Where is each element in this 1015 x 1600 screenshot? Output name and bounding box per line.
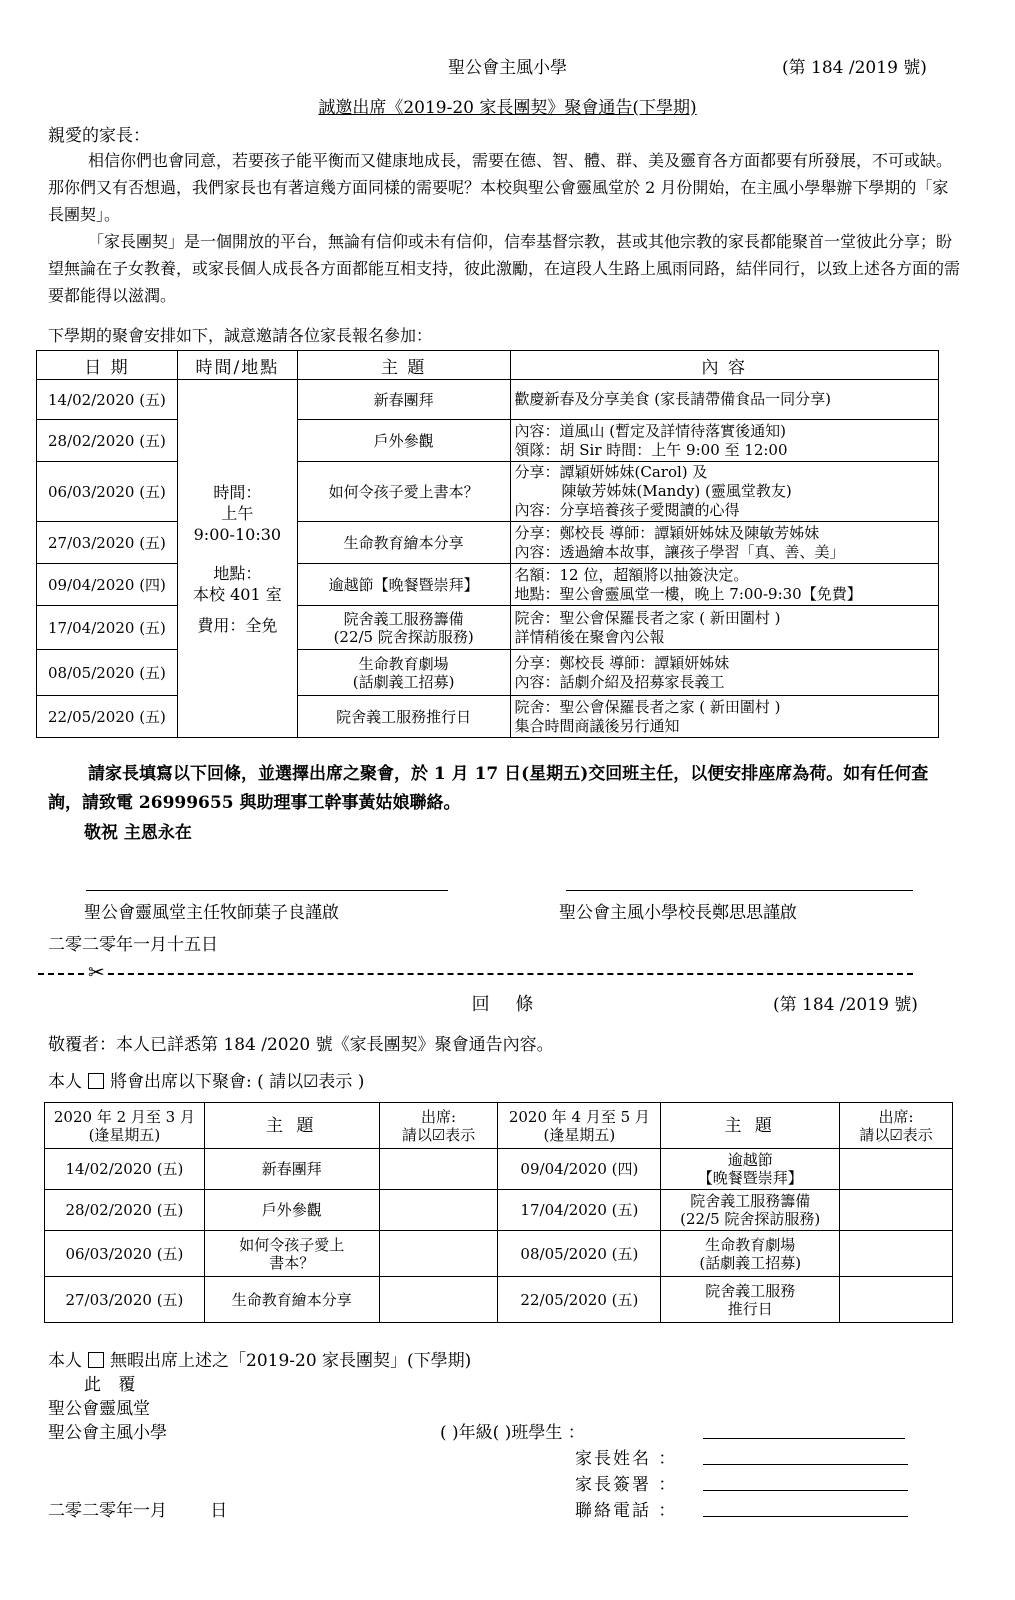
content-line: 內容：分享培養孩子愛閱讀的心得 bbox=[514, 501, 740, 519]
content-line: 名額：12 位，超額將以抽簽決定。 bbox=[514, 565, 749, 584]
reply-row bbox=[45, 1277, 953, 1323]
row-content bbox=[510, 606, 939, 650]
reply-row bbox=[45, 1190, 953, 1231]
class-label: ( )年級( )班學生 ： bbox=[440, 1423, 585, 1443]
row-date: 28/02/2020 (五) bbox=[37, 420, 178, 462]
time-label: 時間： bbox=[213, 482, 262, 502]
right-attend-checkbox[interactable] bbox=[840, 1149, 953, 1190]
row-content bbox=[510, 522, 939, 564]
right-date: 22/05/2020 (五) bbox=[498, 1277, 661, 1323]
row-content bbox=[510, 564, 939, 606]
time-place-cell bbox=[177, 380, 297, 738]
absent-text: 無暇出席上述之「2019-20 家長團契」(下學期) bbox=[110, 1351, 472, 1371]
content-line: 內容：道風山 (暫定及詳情待落實後通知) bbox=[514, 421, 786, 440]
right-topic: 逾越節 【晚餐暨崇拜】 bbox=[661, 1149, 840, 1190]
row-topic: 逾越節【晚餐暨崇拜】 bbox=[297, 564, 510, 606]
left-date: 06/03/2020 (五) bbox=[45, 1231, 205, 1277]
reply-header-row bbox=[45, 1103, 953, 1149]
right-attend-checkbox[interactable] bbox=[840, 1277, 953, 1323]
row-topic: 如何令孩子愛上書本？ bbox=[297, 462, 510, 522]
parent-name-input-line[interactable] bbox=[703, 1464, 908, 1465]
parent-sign-label: 家長簽署 ： bbox=[575, 1475, 678, 1495]
left-topic: 如何令孩子愛上 書本？ bbox=[204, 1231, 379, 1277]
left-attend-checkbox[interactable] bbox=[379, 1231, 498, 1277]
row-date: 14/02/2020 (五) bbox=[37, 380, 178, 420]
row-date: 27/03/2020 (五) bbox=[37, 522, 178, 564]
paragraph-2: 「家長團契」是一個開放的平台，無論有信仰或未有信仰，信奉基督宗教，甚或其他宗教的家長都能聚首一堂彼此分享；盼望無論在子女教養，或家長個人成長各方面都能互相支持，彼此激勵，在這段人生路上風雨同路，結伴同行，以致上述各方面的需要都能得以滋潤。 bbox=[48, 232, 961, 305]
row-date: 08/05/2020 (五) bbox=[37, 650, 178, 696]
row-date: 17/04/2020 (五) bbox=[37, 606, 178, 650]
parent-name-label: 家長姓名 ： bbox=[575, 1449, 678, 1469]
right-attend-header bbox=[840, 1103, 953, 1149]
right-date: 17/04/2020 (五) bbox=[498, 1190, 661, 1231]
table-row bbox=[37, 522, 939, 564]
content-line: 內容：話劇介紹及招募家長義工 bbox=[514, 672, 725, 691]
reply-date: 二零二零年一月 日 bbox=[48, 1501, 228, 1521]
left-attend-header bbox=[379, 1103, 498, 1149]
left-topic: 新春團拜 bbox=[204, 1149, 379, 1190]
col-time-place: 時間/地點 bbox=[177, 351, 297, 380]
place-value: 本校 401 室 bbox=[193, 584, 282, 604]
attend-label: 出席: bbox=[878, 1107, 914, 1126]
attend-label: 出席: bbox=[421, 1107, 457, 1126]
reply-title: 回 條 bbox=[471, 994, 544, 1015]
left-date: 14/02/2020 (五) bbox=[45, 1149, 205, 1190]
table-row bbox=[37, 606, 939, 650]
schedule-header-row bbox=[37, 351, 939, 380]
row-content bbox=[510, 696, 939, 738]
right-period-header bbox=[498, 1103, 661, 1149]
place-label: 地點： bbox=[213, 563, 262, 583]
attend-text: 將會出席以下聚會: ( 請以☑表示 ) bbox=[110, 1072, 365, 1092]
reply-to-church: 聖公會靈風堂 bbox=[48, 1399, 150, 1419]
left-topic: 戶外參觀 bbox=[204, 1190, 379, 1231]
row-topic: 院舍義工服務推行日 bbox=[297, 696, 510, 738]
reply-row bbox=[45, 1231, 953, 1277]
left-topic-header: 主 題 bbox=[204, 1103, 379, 1149]
content-line: 詳情稍後在聚會內公報 bbox=[514, 627, 665, 646]
attend-prefix: 本人 bbox=[48, 1072, 82, 1092]
notice-number: (第 184 /2019 號) bbox=[782, 58, 927, 78]
left-period-sub: (逢星期五) bbox=[88, 1125, 161, 1144]
content-line: 分享：鄭校長 導師：譚穎妍姊妹 bbox=[514, 653, 730, 672]
right-attend-checkbox[interactable] bbox=[840, 1231, 953, 1277]
table-row bbox=[37, 650, 939, 696]
content-line: 領隊：胡 Sir 時間：上午 9:00 至 12:00 bbox=[514, 440, 788, 459]
left-attend-checkbox[interactable] bbox=[379, 1277, 498, 1323]
right-period-sub: (逢星期五) bbox=[543, 1125, 616, 1144]
content-line: 院舍：聖公會保羅長者之家 ( 新田圍村 ) bbox=[514, 697, 781, 716]
cut-line bbox=[38, 973, 913, 975]
right-topic-header: 主 題 bbox=[661, 1103, 840, 1149]
parent-sign-input-line[interactable] bbox=[703, 1490, 908, 1491]
signature-right: 聖公會主風小學校長鄭思思謹啟 bbox=[559, 903, 797, 923]
right-topic: 院舍義工服務籌備 (22/5 院舍探訪服務) bbox=[661, 1190, 840, 1231]
content-line: 分享：譚穎妍姊妹(Carol) 及 bbox=[514, 463, 708, 481]
table-row bbox=[37, 462, 939, 522]
row-topic: 院舍義工服務籌備 (22/5 院舍探訪服務) bbox=[297, 606, 510, 650]
notice-date: 二零二零年一月十五日 bbox=[48, 935, 218, 955]
signature-line-left bbox=[86, 890, 448, 891]
closing-greeting: 敬祝 主恩永在 bbox=[84, 823, 192, 843]
time-value: 9:00-10:30 bbox=[193, 524, 282, 544]
right-date: 08/05/2020 (五) bbox=[498, 1231, 661, 1277]
schedule-table bbox=[36, 350, 939, 738]
col-topic: 主 題 bbox=[297, 351, 510, 380]
paragraph-1: 相信你們也會同意，若要孩子能平衡而又健康地成長，需要在德、智、體、群、美及靈育各方面都要有所發展，不可或缺。那你們又有否想過，我們家長也有著這幾方面同樣的需要呢？本校與聖公會靈風堂於 2 月份開始，在主風小學舉辦下學期的「家長團契」。 bbox=[48, 151, 953, 224]
salutation: 親愛的家長： bbox=[48, 126, 150, 146]
right-topic: 院舍義工服務 推行日 bbox=[661, 1277, 840, 1323]
row-content bbox=[510, 650, 939, 696]
scissors-icon: ✂ bbox=[88, 960, 105, 984]
left-date: 28/02/2020 (五) bbox=[45, 1190, 205, 1231]
reply-to-label: 此 覆 bbox=[84, 1375, 142, 1395]
right-attend-checkbox[interactable] bbox=[840, 1190, 953, 1231]
row-content bbox=[510, 380, 939, 420]
right-period: 2020 年 4 月至 5 月 bbox=[508, 1107, 650, 1126]
row-date: 09/04/2020 (四) bbox=[37, 564, 178, 606]
attend-checkbox[interactable] bbox=[88, 1073, 104, 1089]
row-date: 22/05/2020 (五) bbox=[37, 696, 178, 738]
content-line: 內容：透過繪本故事，讓孩子學習「真、善、美」 bbox=[514, 542, 845, 561]
col-date: 日 期 bbox=[37, 351, 178, 380]
row-topic: 生命教育繪本分享 bbox=[297, 522, 510, 564]
table-row bbox=[37, 696, 939, 738]
right-date: 09/04/2020 (四) bbox=[498, 1149, 661, 1190]
content-line: 歡慶新春及分享美食 (家長請帶備食品一同分享) bbox=[514, 390, 831, 408]
content-line: 地點：聖公會靈風堂一樓，晚上 7:00-9:30【免費】 bbox=[514, 584, 862, 603]
content-line: 院舍：聖公會保羅長者之家 ( 新田圍村 ) bbox=[514, 608, 781, 627]
schedule-intro: 下學期的聚會安排如下，誠意邀請各位家長報名參加： bbox=[48, 326, 433, 345]
left-attend-checkbox[interactable] bbox=[379, 1149, 498, 1190]
reply-table bbox=[44, 1102, 953, 1323]
reply-notice-number: (第 184 /2019 號) bbox=[773, 995, 918, 1015]
attend-sub: 請以☑表示 bbox=[859, 1125, 933, 1144]
left-date: 27/03/2020 (五) bbox=[45, 1277, 205, 1323]
absent-prefix: 本人 bbox=[48, 1351, 82, 1371]
row-content bbox=[510, 420, 939, 462]
reply-row bbox=[45, 1149, 953, 1190]
fee-value: 費用：全免 bbox=[197, 615, 278, 635]
table-row bbox=[37, 420, 939, 462]
closing-paragraph: 請家長填寫以下回條，並選擇出席之聚會，於 1 月 17 日(星期五)交回班主任，以便安排座席為荷。如有任何查詢，請致電 26999655 與助理事工幹事黃姑娘聯絡。 bbox=[48, 764, 929, 813]
row-date: 06/03/2020 (五) bbox=[37, 462, 178, 522]
phone-input-line[interactable] bbox=[703, 1516, 908, 1517]
right-topic: 生命教育劇場 (話劇義工招募) bbox=[661, 1231, 840, 1277]
absent-option bbox=[48, 1346, 471, 1371]
row-content bbox=[510, 462, 939, 522]
row-topic: 生命教育劇場 (話劇義工招募) bbox=[297, 650, 510, 696]
phone-label: 聯絡電話 ： bbox=[575, 1501, 678, 1521]
row-topic: 新春團拜 bbox=[297, 380, 510, 420]
class-input-line[interactable] bbox=[703, 1438, 905, 1439]
attend-sub: 請以☑表示 bbox=[401, 1125, 476, 1144]
left-period: 2020 年 2 月至 3 月 bbox=[53, 1107, 195, 1126]
notice-title: 誠邀出席《2019-20 家長團契》聚會通告(下學期) bbox=[318, 98, 697, 118]
reply-acknowledgement: 敬覆者：本人已詳悉第 184 /2020 號《家長團契》聚會通告內容。 bbox=[48, 1035, 554, 1055]
col-content: 內 容 bbox=[510, 351, 939, 380]
reply-to-school: 聖公會主風小學 bbox=[48, 1423, 167, 1443]
signature-left: 聖公會靈風堂主任牧師葉子良謹啟 bbox=[84, 903, 339, 923]
content-line: 集合時間商議後另行通知 bbox=[514, 716, 680, 735]
content-line: 分享：鄭校長 導師：譚穎妍姊妹及陳敏芳姊妹 bbox=[514, 523, 820, 542]
time-ampm: 上午 bbox=[221, 503, 254, 523]
signature-line-right bbox=[566, 890, 913, 891]
left-period-header bbox=[45, 1103, 205, 1149]
left-attend-checkbox[interactable] bbox=[379, 1190, 498, 1231]
content-line: 陳敏芳姊妹(Mandy) (靈風堂教友) bbox=[561, 482, 792, 500]
row-topic: 戶外參觀 bbox=[297, 420, 510, 462]
attend-option bbox=[48, 1067, 364, 1092]
absent-checkbox[interactable] bbox=[88, 1352, 104, 1368]
table-row bbox=[37, 564, 939, 606]
table-row bbox=[37, 380, 939, 420]
left-topic: 生命教育繪本分享 bbox=[204, 1277, 379, 1323]
school-name: 聖公會主風小學 bbox=[448, 58, 567, 78]
